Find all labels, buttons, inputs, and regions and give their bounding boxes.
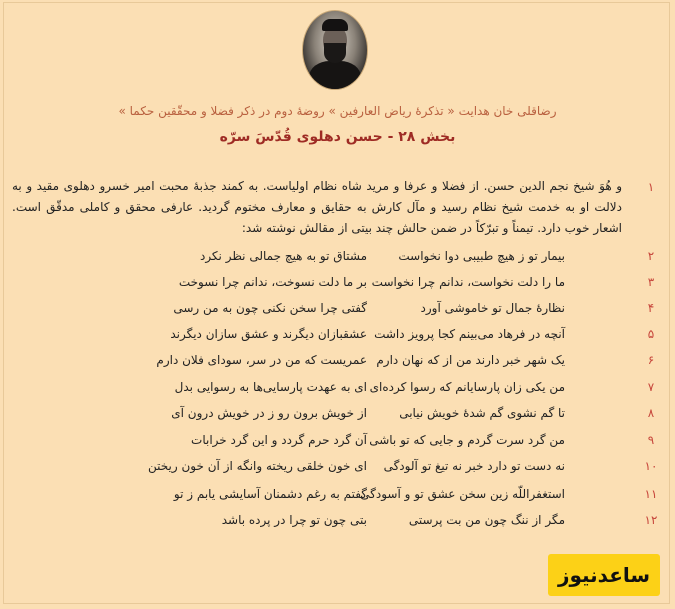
verse-row [0, 513, 675, 535]
verse-number: ۳ [647, 275, 655, 289]
verse-number: ۸ [647, 406, 655, 420]
verse-number: ۷ [647, 380, 655, 394]
verse-number: ۹ [647, 433, 655, 447]
verse-first-hemistich: گفتی چرا سخن نکنی چون به من رسی [173, 301, 367, 315]
verse-second-hemistich: من گرد سرت گردم و جایی که تو باشی [369, 433, 565, 447]
verse-first-hemistich: عمریست که من در سر، سودای فلان دارم [156, 353, 367, 367]
verse-first-hemistich: مشتاق تو به هیچ جمالی نظر نکرد [199, 249, 367, 263]
verse-second-hemistich: یک شهر خبر دارند من از که نهان دارم [376, 353, 565, 367]
verse-row [0, 459, 675, 481]
verse-first-hemistich: بر ما دلت نسوخت، ندانم چرا نسوخت [178, 275, 367, 289]
verse-second-hemistich: نظارهٔ جمال تو خاموشی آورد [420, 301, 565, 315]
verse-row [0, 327, 675, 349]
verse-first-hemistich: بتی چون تو چرا در پرده باشد [221, 513, 367, 527]
verse-row [0, 301, 675, 323]
verse-number: ۱ [647, 180, 655, 194]
verse-row [0, 433, 675, 455]
verse-number: ۲ [647, 249, 655, 263]
intro-paragraph: و هُوَ شیخ نجم الدین حسن. از فضلا و عرفا و مرید شاه نظام اولیاست. به کمند جذبهٔ محبت امیر خسرو دهلوی مقید و به دلالت او به خدمت شیخ نظام رسید و مآل کارش به حقایق و معارف مختوم گردید. عارفی محقق و کاملی مدقّق است. اشعار خوب دارد. تیمناً و تبرّکاً در ضمن حالش چند بیتی از مقالش نوشته شد: [12, 179, 622, 235]
verse-row [0, 380, 675, 402]
verse-second-hemistich: تا گم نشوی گم شدهٔ خویش نیابی [399, 406, 565, 420]
verse-first-hemistich: از خویش برون رو ز در خویش درون آی [171, 406, 367, 420]
site-logo[interactable] [548, 554, 660, 596]
verse-number: ۴ [647, 301, 655, 315]
verse-second-hemistich: ما را دلت نخواست، ندانم چرا نخواست [371, 275, 565, 289]
verse-row [0, 353, 675, 375]
verse-second-hemistich: من یکی زان پارسایانم که رسوا کرده‌ای [369, 380, 565, 394]
verse-second-hemistich: آنچه در فرهاد می‌بینم کجا پرویز داشت [374, 327, 565, 341]
verse-number: ۱۱ [644, 487, 658, 501]
verse-first-hemistich: ای خون خلقی ریخته وانگه از آن خون ریختن [148, 459, 367, 473]
author-portrait [302, 10, 368, 90]
verse-first-hemistich: گفتم به رغم دشمنان آسایشی یابم ز تو [173, 487, 367, 501]
verse-second-hemistich: مگر از ننگ چون من بت پرستی [408, 513, 565, 527]
logo-text: ساعدنیوز [557, 563, 651, 587]
verse-number: ۱۲ [644, 513, 658, 527]
verse-number: ۱۰ [644, 459, 658, 473]
verse-second-hemistich: نه دست تو دارد خبر نه تیغ تو آلودگی [383, 459, 565, 473]
verse-row [0, 406, 675, 428]
verse-row [0, 275, 675, 297]
verse-first-hemistich: آن گرد حرم گردد و این گرد خرابات [191, 433, 367, 447]
page-title: بخش ۲۸ - حسن دهلوی قُدّسَ سرّه [219, 129, 456, 145]
verse-first-hemistich: عشقبازان دیگرند و عشق سازان دیگرند [170, 327, 367, 341]
breadcrumb[interactable]: رضاقلی خان هدایت « تذکرهٔ ریاض العارفین » روضهٔ دوم در ذکر فضلا و محقّقین حکما » [118, 104, 557, 118]
verse-number: ۵ [647, 327, 655, 341]
verse-number: ۶ [647, 353, 655, 367]
verse-second-hemistich: بیمار تو ز هیچ طبیبی دوا نخواست [398, 249, 565, 263]
verse-second-hemistich: استغفراللّه زین سخن عشق تو و آسودگی [360, 487, 565, 501]
verse-row [0, 249, 675, 271]
verse-first-hemistich: ای به عهدت پارسایی‌ها به رسوایی بدل [174, 380, 367, 394]
verse-row [0, 487, 675, 509]
